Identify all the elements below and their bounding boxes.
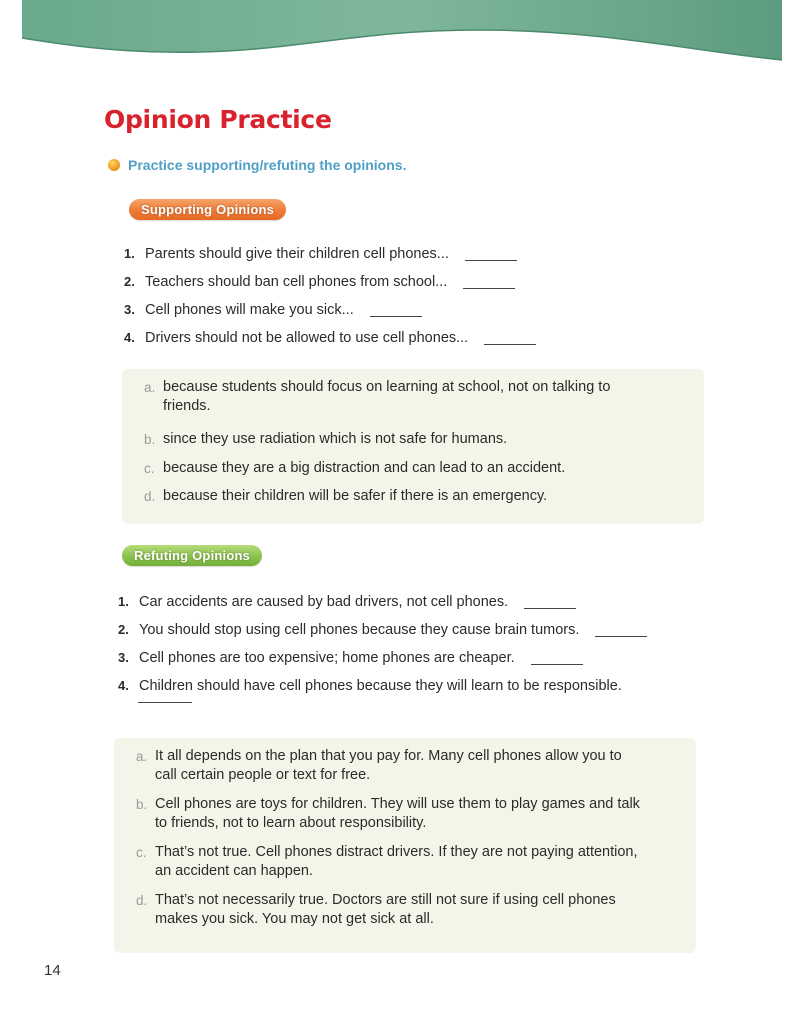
supporting-opinions-label: Supporting Opinions bbox=[129, 199, 286, 220]
question-number: 1. bbox=[124, 246, 135, 261]
question-number: 4. bbox=[124, 330, 135, 345]
answer-text bbox=[155, 795, 640, 833]
answer-letter: d. bbox=[136, 893, 148, 908]
question-text bbox=[139, 594, 576, 610]
question-number: 3. bbox=[124, 302, 135, 317]
answer-line: to friends, not to learn about responsibility. bbox=[155, 815, 427, 831]
answer-text bbox=[163, 378, 610, 416]
answer-line: an accident can happen. bbox=[155, 863, 314, 879]
question-number: 1. bbox=[118, 594, 129, 609]
bullet-icon bbox=[108, 159, 120, 171]
answer-blank[interactable] bbox=[595, 636, 647, 637]
answer-line: That’s not true. Cell phones distract drivers. If they are not paying attention, bbox=[155, 844, 638, 860]
answer-letter: b. bbox=[136, 797, 148, 812]
answer-line: It all depends on the plan that you pay for. Many cell phones allow you to bbox=[155, 748, 622, 764]
answer-line: That’s not necessarily true. Doctors are still not sure if using cell phones bbox=[155, 892, 616, 908]
question-text-body: Teachers should ban cell phones from school... bbox=[145, 274, 448, 290]
answer-text: because they are a big distraction and can lead to an accident. bbox=[163, 460, 566, 476]
answer-letter: c. bbox=[144, 461, 155, 476]
instruction-text: Practice supporting/refuting the opinions. bbox=[128, 157, 407, 173]
question-number: 3. bbox=[118, 650, 129, 665]
answer-line: makes you sick. You may not get sick at all. bbox=[155, 911, 434, 927]
refuting-answer-box bbox=[114, 738, 696, 953]
answer-blank[interactable] bbox=[138, 702, 192, 703]
question-text bbox=[139, 650, 583, 666]
answer-blank[interactable] bbox=[484, 344, 536, 345]
instruction bbox=[108, 157, 406, 173]
answer-line: because students should focus on learning at school, not on talking to bbox=[163, 379, 611, 395]
question-text bbox=[145, 302, 422, 318]
answer-letter: a. bbox=[144, 380, 156, 395]
answer-letter: a. bbox=[136, 749, 148, 764]
question-text-body: Drivers should not be allowed to use cell phones... bbox=[145, 330, 469, 346]
answer-text: because their children will be safer if there is an emergency. bbox=[163, 488, 548, 504]
question-text bbox=[139, 622, 647, 638]
refuting-opinions-label: Refuting Opinions bbox=[122, 545, 262, 566]
answer-letter: c. bbox=[136, 845, 147, 860]
question-text-body: You should stop using cell phones because they cause brain tumors. bbox=[139, 622, 580, 638]
answer-letter: d. bbox=[144, 489, 156, 504]
answer-blank[interactable] bbox=[531, 664, 583, 665]
answer-text: since they use radiation which is not safe for humans. bbox=[163, 431, 508, 447]
answer-line: Cell phones are toys for children. They will use them to play games and talk bbox=[155, 796, 640, 812]
page-number: 14 bbox=[44, 962, 61, 979]
question-text bbox=[145, 330, 536, 346]
answer-blank[interactable] bbox=[465, 260, 517, 261]
answer-text bbox=[155, 891, 616, 929]
answer-text bbox=[155, 843, 638, 881]
answer-letter: b. bbox=[144, 432, 156, 447]
answer-line: call certain people or text for free. bbox=[155, 767, 371, 783]
answer-blank[interactable] bbox=[370, 316, 422, 317]
question-text-body: Car accidents are caused by bad drivers, not cell phones. bbox=[139, 594, 509, 610]
answer-blank[interactable] bbox=[524, 608, 576, 609]
question-text-body: Cell phones are too expensive; home phones are cheaper. bbox=[139, 650, 515, 666]
answer-line: friends. bbox=[163, 398, 211, 414]
question-text bbox=[145, 274, 515, 290]
supporting-answer-box bbox=[122, 369, 704, 524]
header-band bbox=[0, 0, 800, 70]
question-number: 4. bbox=[118, 678, 129, 693]
answer-text bbox=[155, 747, 622, 785]
question-text: Children should have cell phones because they will learn to be responsible. bbox=[139, 678, 622, 694]
page-title: Opinion Practice bbox=[104, 105, 332, 134]
question-number: 2. bbox=[118, 622, 129, 637]
question-text-body: Parents should give their children cell phones... bbox=[145, 246, 449, 262]
question-text bbox=[145, 246, 517, 262]
answer-blank[interactable] bbox=[463, 288, 515, 289]
question-text-body: Cell phones will make you sick... bbox=[145, 302, 354, 318]
question-number: 2. bbox=[124, 274, 135, 289]
